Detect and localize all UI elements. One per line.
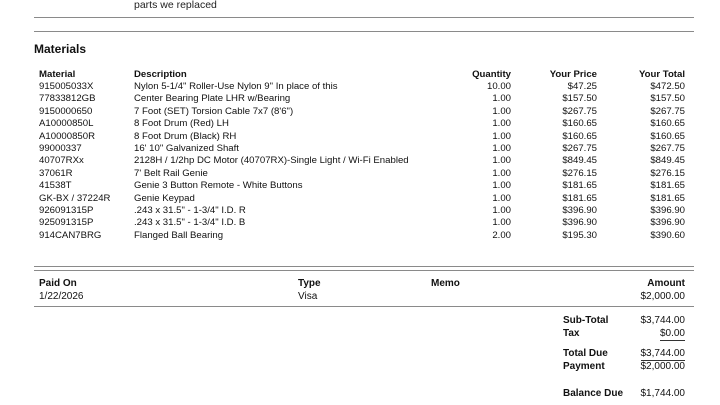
table-row	[39, 180, 685, 192]
total-due-row	[563, 347, 685, 360]
table-row	[39, 106, 685, 118]
material-description: Nylon 5-1/4" Roller-Use Nylon 9" In place of this	[134, 81, 338, 92]
material-price: $849.45	[562, 155, 597, 167]
tax-row	[563, 327, 685, 340]
total-due-value: $3,744.00	[640, 348, 685, 359]
material-description: Center Bearing Plate LHR w/Bearing	[134, 93, 291, 105]
col-header-material: Material	[39, 69, 76, 80]
material-code: 9150000650	[39, 105, 93, 117]
material-description: 8 Foot Drum (Black) RH	[134, 130, 237, 142]
material-description: 2128H / 1/2hp DC Motor (40707RX)-Single Light / Wi-Fi Enabled	[134, 155, 409, 167]
materials-rows	[39, 81, 685, 242]
material-price: $267.75	[562, 105, 597, 117]
material-total: $267.75	[650, 105, 685, 117]
material-description: .243 x 31.5" - 1-3/4" I.D. R	[134, 204, 246, 216]
table-row	[39, 155, 685, 167]
col-header-description: Description	[134, 69, 187, 80]
col-header-price: Your Price	[549, 69, 597, 80]
material-code: 77833812GB	[39, 93, 96, 105]
material-code: 41538T	[39, 180, 72, 192]
divider	[34, 17, 694, 18]
table-row	[39, 118, 685, 130]
subtotal-value: $3,744.00	[640, 315, 685, 326]
type-label: Type	[298, 278, 321, 289]
material-total: $157.50	[650, 93, 685, 105]
material-description: .243 x 31.5" - 1-3/4" I.D. B	[134, 217, 246, 229]
table-row	[39, 168, 685, 180]
divider	[34, 306, 694, 307]
col-header-quantity: Quantity	[472, 69, 511, 80]
amount-label: Amount	[647, 278, 685, 289]
memo-label: Memo	[431, 278, 460, 289]
material-price: $157.50	[562, 93, 597, 105]
material-total: $181.65	[650, 180, 685, 192]
material-code: 926091315P	[39, 204, 94, 216]
material-description: 7' Belt Rail Genie	[134, 167, 208, 179]
material-description: 7 Foot (SET) Torsion Cable 7x7 (8'6")	[134, 105, 294, 117]
subtotal-label: Sub-Total	[563, 315, 609, 326]
material-price: $181.65	[562, 192, 597, 204]
type-value: Visa	[298, 291, 318, 302]
material-total: $160.65	[650, 118, 685, 130]
material-price: $396.90	[562, 204, 597, 216]
material-code: A10000850R	[39, 130, 96, 142]
paid-on-value: 1/22/2026	[39, 291, 84, 302]
balance-due-row	[563, 387, 685, 400]
material-total: $267.75	[650, 142, 685, 154]
material-quantity: 1.00	[492, 142, 511, 154]
totals-block	[563, 314, 685, 400]
payment-row	[563, 360, 685, 373]
material-description: 16' 10" Galvanized Shaft	[134, 142, 239, 154]
col-header-total: Your Total	[638, 69, 685, 80]
table-row	[39, 230, 685, 242]
material-code: 915005033X	[39, 81, 94, 92]
material-description: Genie 3 Button Remote - White Buttons	[134, 180, 303, 192]
table-row	[39, 93, 685, 105]
payment-value: $2,000.00	[640, 361, 685, 372]
material-code: GK-BX / 37224R	[39, 192, 111, 204]
tax-label: Tax	[563, 328, 580, 339]
material-code: A10000850L	[39, 118, 94, 130]
material-code: 37061R	[39, 167, 73, 179]
notes-text: parts we replaced	[134, 0, 217, 11]
material-total: $181.65	[650, 192, 685, 204]
material-quantity: 1.00	[492, 105, 511, 117]
material-description: Flanged Ball Bearing	[134, 229, 224, 241]
table-header-row	[39, 68, 685, 81]
material-code: 40707RXx	[39, 155, 84, 167]
material-quantity: 1.00	[492, 93, 511, 105]
balance-due-value: $1,744.00	[640, 388, 685, 399]
material-price: $47.25	[567, 81, 597, 92]
material-total: $472.50	[650, 81, 685, 92]
material-code: 925091315P	[39, 217, 94, 229]
material-total: $396.90	[650, 204, 685, 216]
material-price: $160.65	[562, 118, 597, 130]
material-total: $160.65	[650, 130, 685, 142]
material-code: 914CAN7BRG	[39, 229, 102, 241]
material-price: $181.65	[562, 180, 597, 192]
material-quantity: 10.00	[486, 81, 511, 92]
table-row	[39, 193, 685, 205]
material-price: $267.75	[562, 142, 597, 154]
material-quantity: 1.00	[492, 167, 511, 179]
materials-table	[39, 68, 685, 242]
material-code: 99000337	[39, 142, 82, 154]
material-quantity: 1.00	[492, 217, 511, 229]
payment-label: Payment	[563, 361, 605, 372]
material-quantity: 1.00	[492, 204, 511, 216]
material-total: $390.60	[650, 229, 685, 241]
paid-on-label: Paid On	[39, 278, 77, 289]
material-total: $396.90	[650, 217, 685, 229]
divider	[34, 270, 694, 271]
material-quantity: 1.00	[492, 118, 511, 130]
table-row	[39, 205, 685, 217]
table-row	[39, 131, 685, 143]
table-row	[39, 217, 685, 229]
material-total: $276.15	[650, 167, 685, 179]
materials-title: Materials	[34, 42, 87, 56]
tax-value: $0.00	[659, 328, 685, 339]
material-description: Genie Keypad	[134, 192, 195, 204]
material-price: $276.15	[562, 167, 597, 179]
amount-value: $2,000.00	[640, 291, 685, 302]
total-due-label: Total Due	[563, 348, 608, 359]
material-quantity: 1.00	[492, 155, 511, 167]
material-quantity: 1.00	[492, 130, 511, 142]
material-quantity: 2.00	[492, 229, 511, 241]
subtotal-row	[563, 314, 685, 327]
material-description: 8 Foot Drum (Red) LH	[134, 118, 229, 130]
balance-due-label: Balance Due	[563, 388, 624, 399]
material-quantity: 1.00	[492, 192, 511, 204]
material-price: $195.30	[562, 229, 597, 241]
table-row	[39, 143, 685, 155]
material-price: $396.90	[562, 217, 597, 229]
table-row	[39, 81, 685, 93]
material-price: $160.65	[562, 130, 597, 142]
divider	[34, 31, 694, 32]
material-total: $849.45	[650, 155, 685, 167]
material-quantity: 1.00	[492, 180, 511, 192]
divider	[34, 266, 694, 267]
